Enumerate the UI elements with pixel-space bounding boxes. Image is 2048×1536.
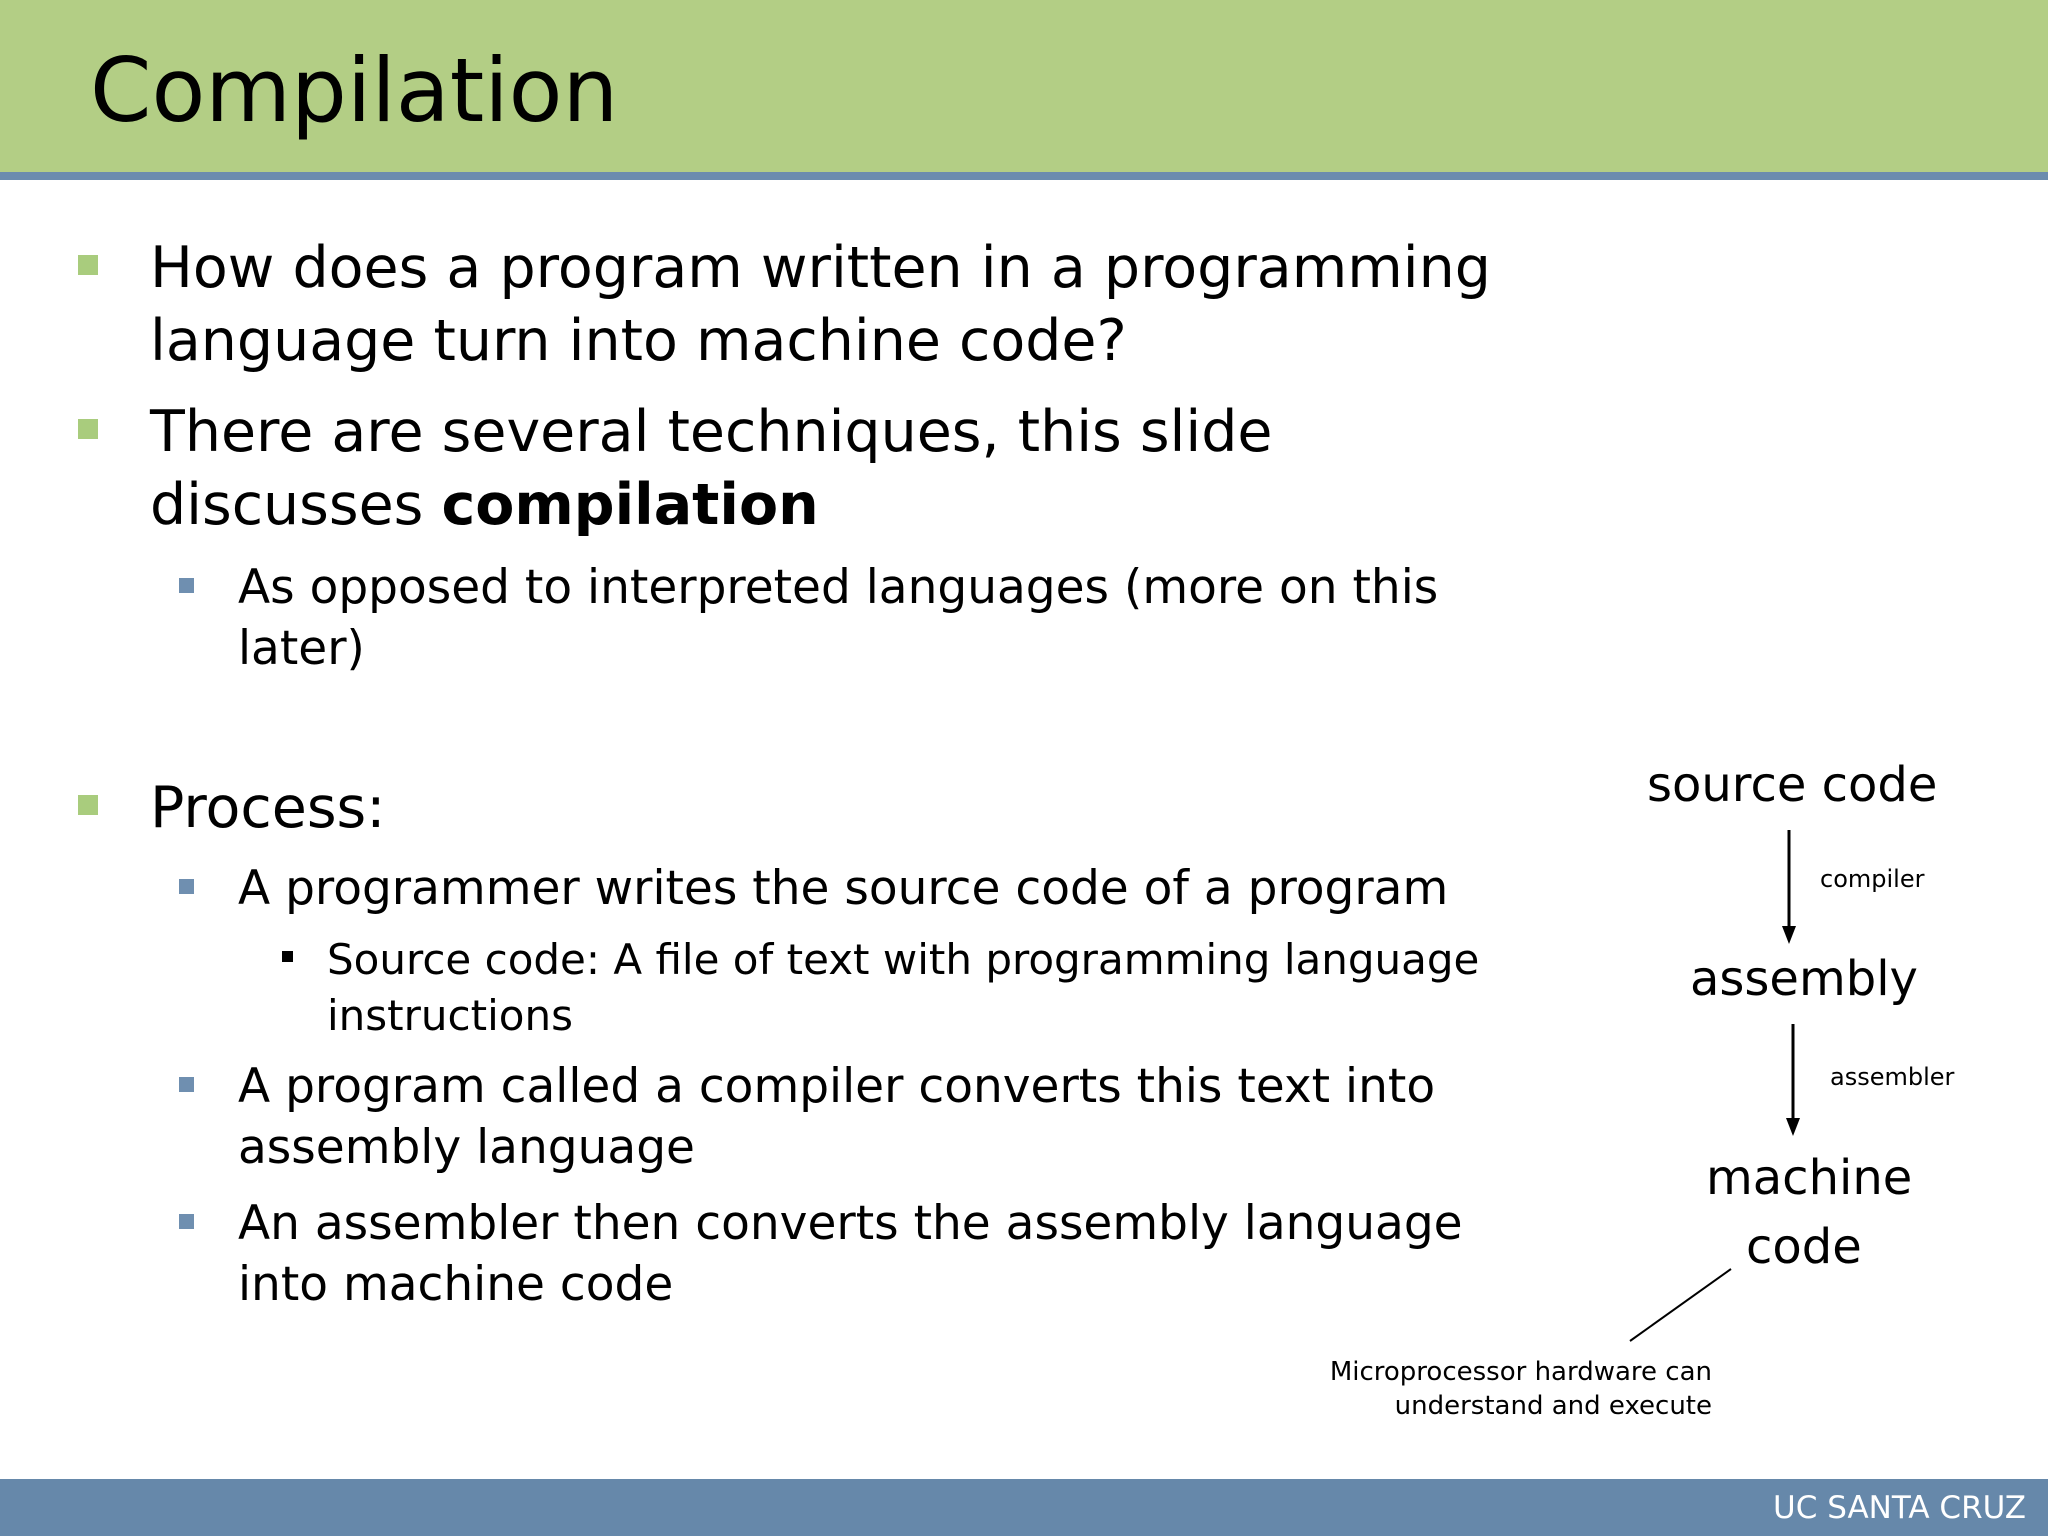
bullet-text-plain: discusses	[150, 472, 442, 538]
bullet-text: How does a program written in a programming	[150, 235, 1491, 301]
diagram-node-machine-code-line2: code	[1746, 1219, 1862, 1275]
sub-sub-bullet-text: Source code: A file of text with programming language	[327, 935, 1480, 984]
diagram-node-assembly: assembly	[1690, 951, 1918, 1007]
bullet-text: language turn into machine code?	[150, 308, 1127, 374]
diagram-node-machine-code-line1: machine	[1706, 1150, 1913, 1206]
sub-bullet-text: assembly language	[238, 1120, 695, 1175]
footer-band	[0, 1479, 2048, 1536]
diagram-edge-label-compiler: compiler	[1820, 865, 1925, 893]
bullet-text-bold: compilation	[441, 472, 819, 538]
arrowhead-assembler	[1786, 1118, 1800, 1136]
note-pointer-line	[1630, 1269, 1731, 1341]
diagram-node-source-code: source code	[1647, 757, 1938, 813]
sub-sub-bullet-text: instructions	[327, 991, 573, 1040]
slide-title: Compilation	[90, 39, 619, 142]
arrowhead-compiler	[1782, 926, 1796, 944]
sub-bullet-text: An assembler then converts the assembly language	[238, 1196, 1463, 1251]
footer-institution: UC SANTA CRUZ	[1773, 1490, 2026, 1526]
sub-bullet-text: A programmer writes the source code of a program	[238, 861, 1449, 916]
diagram-edge-label-assembler: assembler	[1830, 1063, 1955, 1091]
diagram-note: Microprocessor hardware can	[1329, 1357, 1712, 1387]
sub-bullet-text: into machine code	[238, 1257, 674, 1312]
sub-bullet-text: As opposed to interpreted languages (more on this	[238, 560, 1439, 615]
diagram-note: understand and execute	[1394, 1391, 1712, 1421]
bullet-text: Process:	[150, 775, 386, 841]
sub-bullet-text: A program called a compiler converts this text into	[238, 1059, 1436, 1114]
sub-bullet-text: later)	[238, 621, 365, 676]
bullet-text: There are several techniques, this slide	[150, 399, 1273, 465]
